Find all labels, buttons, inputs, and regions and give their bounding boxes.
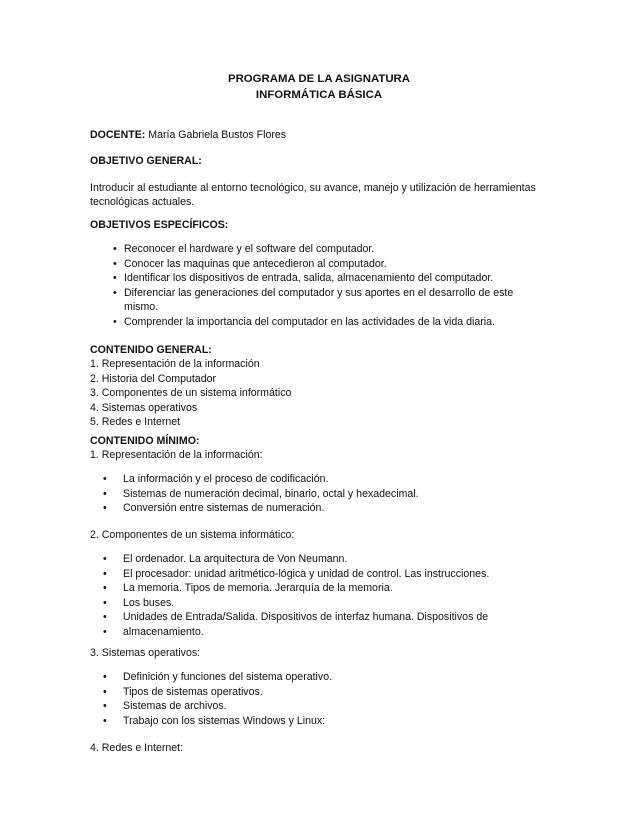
objetivos-especificos-list [90, 242, 590, 330]
list-item: 1. Representación de la información [90, 358, 260, 370]
list-item: • La información y el proceso de codificación. [103, 473, 329, 485]
objetivos-especificos-heading: OBJETIVOS ESPECÍFICOS: [90, 219, 229, 231]
list-item: • Unidades de Entrada/Salida. Dispositivos de interfaz humana. Dispositivos de [103, 611, 489, 624]
bullet: • [103, 502, 107, 515]
objetivo-general-line-2: tecnológicas actuales. [90, 196, 195, 208]
list-item: • Sistemas de archivos. [103, 700, 227, 713]
section-title: 3. Sistemas operativos: [90, 647, 201, 659]
list-item: • Conversión entre sistemas de numeración. [103, 502, 325, 515]
section-title: 1. Representación de la información: [90, 449, 263, 461]
bullet: • [103, 567, 107, 580]
bullet: • [103, 487, 107, 500]
list-item: • Definición y funciones del sistema operativo. [103, 671, 333, 683]
section-1-list [90, 472, 590, 516]
list-item: 3. Componentes de un sistema informático [90, 387, 292, 400]
contenido-general-list [90, 357, 590, 430]
bullet: • [103, 714, 107, 727]
docente-label: DOCENTE: [90, 129, 146, 141]
section-title: 2. Componentes de un sistema informático: [90, 529, 295, 541]
section-title: 4. Redes e Internet: [90, 742, 184, 754]
section-3-list [90, 670, 590, 728]
objetivo-general-heading: OBJETIVO GENERAL: [90, 155, 202, 167]
list-item-continuation: mismo. [124, 301, 159, 314]
list-item: 4. Sistemas operativos [90, 401, 198, 414]
bullet: • [103, 671, 107, 683]
bullet: • [113, 257, 117, 270]
docente-line [90, 128, 590, 143]
list-item: • El procesador: unidad aritmético-lógica y unidad de control. Las instrucciones. [103, 567, 490, 580]
list-item: • Comprender la importancia del computador en las actividades de la vida diaria. [113, 315, 495, 328]
bullet: • [103, 611, 107, 624]
contenido-general-heading: CONTENIDO GENERAL: [90, 344, 212, 356]
bullet: • [103, 582, 107, 595]
objetivo-general-line-1: Introducir al estudiante al entorno tecnológico, su avance, manejo y utilización de herramientas [90, 182, 536, 194]
list-item: • El ordenador. La arquitectura de Von Neumann. [103, 553, 348, 565]
bullet: • [113, 243, 117, 255]
list-item: • Sistemas de numeración decimal, binario, octal y hexadecimal. [103, 487, 419, 500]
list-item: • Diferenciar las generaciones del computador y sus aportes en el desarrollo de este [113, 286, 514, 299]
bullet: • [103, 700, 107, 713]
bullet: • [103, 596, 107, 609]
list-item: • Tipos de sistemas operativos. [103, 685, 263, 698]
section-2-list [90, 552, 590, 640]
docente-value: María Gabriela Bustos Flores [148, 129, 287, 141]
list-item: • Los buses. [103, 596, 175, 609]
bullet: • [103, 473, 107, 485]
document-title [0, 71, 638, 103]
list-item: • Trabajo con los sistemas Windows y Linux: [103, 714, 326, 727]
list-item: • Conocer las maquinas que antecedieron al computador. [113, 257, 387, 270]
bullet: • [103, 685, 107, 698]
list-item: • Reconocer el hardware y el software del computador. [113, 243, 375, 255]
list-item: • Identificar los dispositivos de entrada, salida, almacenamiento del computador. [113, 272, 494, 285]
bullet: • [113, 286, 117, 299]
title-line-1: PROGRAMA DE LA ASIGNATURA [227, 73, 411, 85]
title-line-2: INFORMÁTICA BÁSICA [255, 89, 383, 101]
contenido-minimo-heading: CONTENIDO MÍNIMO: [90, 435, 200, 447]
list-item: • La memoria. Tipos de memoria. Jerarquía de la memoria. [103, 582, 393, 595]
bullet: • [113, 272, 117, 285]
list-item: 5. Redes e Internet [90, 416, 181, 429]
bullet: • [113, 315, 117, 328]
bullet: • [103, 553, 107, 565]
list-item: • almacenamiento. [103, 625, 204, 638]
list-item: 2. Historia del Computador [90, 372, 217, 385]
bullet: • [103, 625, 107, 638]
